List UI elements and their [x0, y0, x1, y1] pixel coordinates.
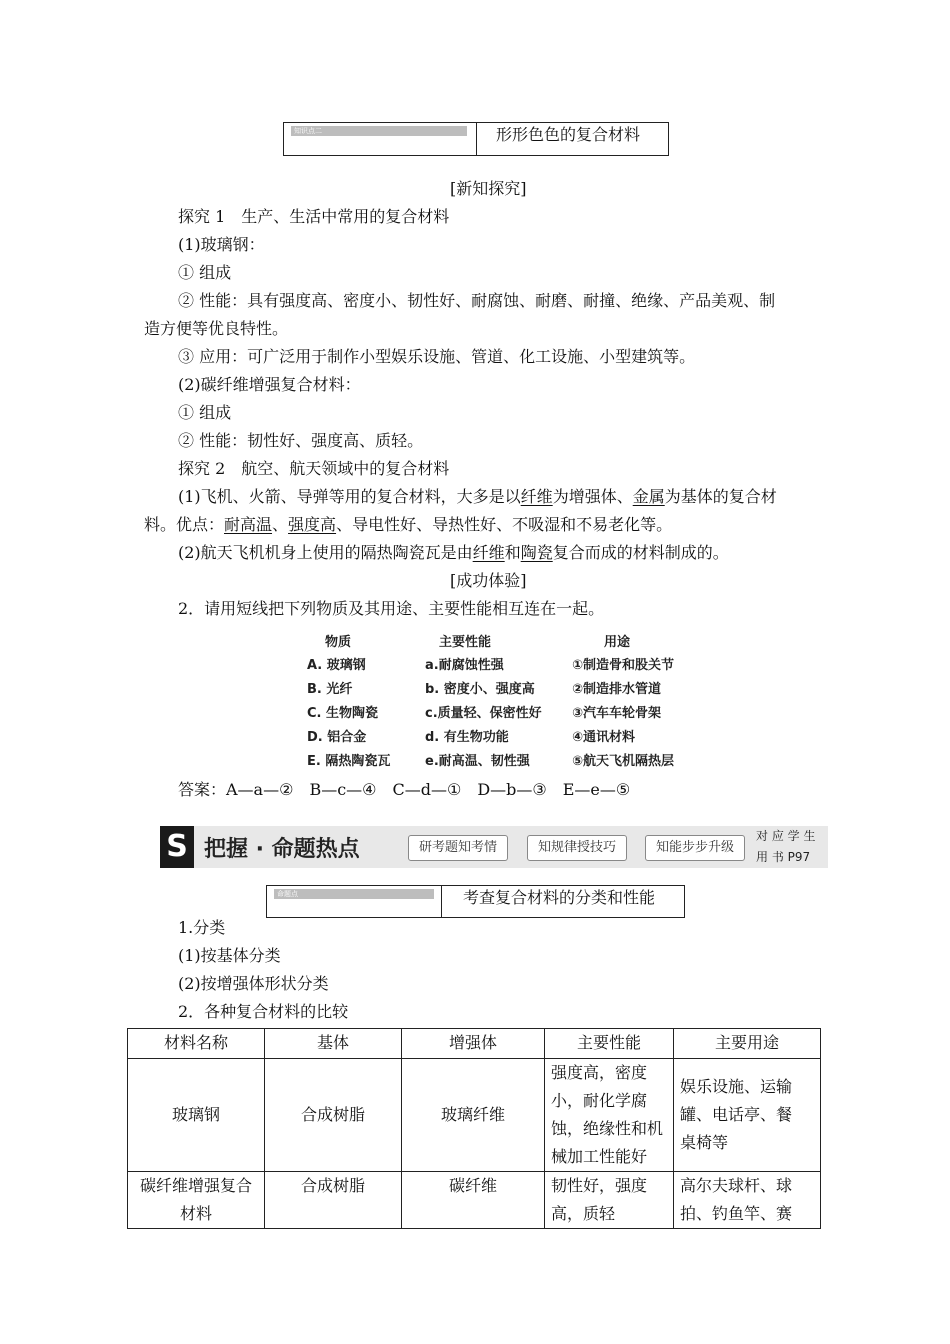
header-divider — [476, 123, 477, 155]
section2-tag — [274, 889, 434, 899]
text-line: ② 性能：具有强度高、密度小、韧性好、耐腐蚀、耐磨、耐撞、绝缘、产品美观、制 — [178, 291, 776, 310]
section-tag-label: 知识点二 — [294, 127, 322, 135]
cell-line: 械加工性能好 — [551, 1147, 648, 1166]
match-item: a.耐腐蚀性强 — [425, 658, 504, 673]
comparison-table — [127, 1028, 821, 1229]
table-header: 增强体 — [402, 1029, 545, 1059]
cell-line: 高，质轻 — [551, 1204, 616, 1223]
answer-underline: 纤维 — [472, 543, 505, 562]
match-item: ③汽车车轮骨架 — [572, 706, 662, 721]
table-header: 材料名称 — [128, 1029, 265, 1059]
hotspot-banner — [160, 826, 828, 868]
text-line: ② 性能：韧性好、强度高、质轻。 — [178, 431, 424, 450]
text-line-underlined: 料。优点：耐高温、强度高、导电性好、导热性好、不吸湿和不易老化等。 — [144, 515, 673, 534]
cell-line: 蚀，绝缘性和机 — [551, 1119, 664, 1138]
cell-line: 拍、钓鱼竿、赛 — [680, 1204, 793, 1223]
table-header: 主要用途 — [674, 1029, 821, 1059]
text-line: ③ 应用：可广泛用于制作小型娱乐设施、管道、化工设施、小型建筑等。 — [178, 347, 696, 366]
section-tag — [291, 126, 467, 136]
cell-line: 碳纤维增强复合 — [139, 1176, 252, 1195]
text-line: (2)按增强体形状分类 — [178, 974, 329, 993]
text-line: 1.分类 — [178, 918, 226, 937]
header-divider — [441, 886, 442, 917]
cell-line: 强度高，密度 — [551, 1063, 648, 1082]
s-logo-icon: S — [160, 826, 194, 868]
match-item: c.质量轻、保密性好 — [425, 706, 542, 721]
table-cell — [545, 1172, 674, 1229]
answer-underline: 纤维 — [520, 487, 553, 506]
match-item: ④通讯材料 — [572, 730, 636, 745]
text-line: (1)玻璃钢： — [178, 235, 265, 254]
match-item: A. 玻璃钢 — [307, 658, 366, 673]
cell-line: 材料 — [179, 1204, 212, 1223]
text-line-underlined: (2)航天飞机机身上使用的隔热陶瓷瓦是由纤维和陶瓷复合而成的材料制成的。 — [178, 543, 729, 562]
table-cell: 合成树脂 — [265, 1172, 402, 1229]
table-cell — [674, 1172, 821, 1229]
match-item: D. 铝合金 — [307, 730, 367, 745]
banner-title: 把握 · 命题热点 — [204, 837, 360, 862]
text-line: (1)按基体分类 — [178, 946, 281, 965]
match-item: d. 有生物功能 — [425, 730, 509, 745]
answer-underline: 陶瓷 — [520, 543, 553, 562]
answer-underline: 耐高温 — [224, 515, 273, 534]
table-cell: 碳纤维 — [402, 1172, 545, 1229]
cell-line: 高尔夫球杆、球 — [680, 1176, 793, 1195]
match-item: B. 光纤 — [307, 682, 353, 697]
table-row — [128, 1172, 821, 1229]
match-header: 用途 — [604, 635, 631, 650]
cell-line: 娱乐设施、运输 — [680, 1077, 793, 1096]
table-cell — [128, 1172, 265, 1229]
text-line-underlined: (1)飞机、火箭、导弹等用的复合材料，大多是以纤维为增强体、金属为基体的复合材 — [178, 487, 777, 506]
table-cell: 合成树脂 — [265, 1059, 402, 1172]
table-cell — [545, 1059, 674, 1172]
cell-line: 桌椅等 — [680, 1133, 729, 1152]
answer-underline: 强度高 — [288, 515, 337, 534]
cell-line: 小，耐化学腐 — [551, 1091, 648, 1110]
table-cell: 玻璃纤维 — [402, 1059, 545, 1172]
text-line: 2．各种复合材料的比较 — [178, 1002, 349, 1021]
cell-line: 罐、电话亭、餐 — [680, 1105, 793, 1124]
match-item: ⑤航天飞机隔热层 — [572, 754, 675, 769]
text-line: 造方便等优良特性。 — [144, 319, 289, 338]
text-line: ① 组成 — [178, 263, 232, 282]
match-header: 物质 — [325, 635, 352, 650]
subhead-success: [成功体验] — [450, 571, 527, 590]
text-line: 探究 1 生产、生活中常用的复合材料 — [178, 207, 450, 226]
text-line: ① 组成 — [178, 403, 232, 422]
table-header: 主要性能 — [545, 1029, 674, 1059]
cell-line: 韧性好，强度 — [551, 1176, 648, 1195]
question-text: 2．请用短线把下列物质及其用途、主要性能相互连在一起。 — [178, 599, 605, 618]
match-item: e.耐高温、韧性强 — [425, 754, 530, 769]
match-item: E. 隔热陶瓷瓦 — [307, 754, 391, 769]
match-item: C. 生物陶瓷 — [307, 706, 379, 721]
text-line: 探究 2 航空、航天领域中的复合材料 — [178, 459, 450, 478]
table-header-row — [128, 1029, 821, 1059]
match-item: b. 密度小、强度高 — [425, 682, 535, 697]
table-cell — [674, 1059, 821, 1172]
answer-underline: 金属 — [632, 487, 665, 506]
banner-button-rules[interactable]: 知规律授技巧 — [527, 835, 627, 861]
match-header: 主要性能 — [439, 635, 492, 650]
text-line: (2)碳纤维增强复合材料： — [178, 375, 361, 394]
match-item: ②制造排水管道 — [572, 682, 662, 697]
banner-ref-line: 用 书 P97 — [756, 850, 811, 864]
banner-button-exam[interactable]: 研考题知考情 — [408, 835, 508, 861]
banner-button-upgrade[interactable]: 知能步步升级 — [645, 835, 745, 861]
section-title: 形形色色的复合材料 — [496, 125, 641, 144]
table-cell: 玻璃钢 — [128, 1059, 265, 1172]
match-item: ①制造骨和股关节 — [572, 658, 675, 673]
answer-text: 答案：A—a—② B—c—④ C—d—① D—b—③ E—e—⑤ — [178, 780, 631, 799]
table-header: 基体 — [265, 1029, 402, 1059]
subhead-new-knowledge: [新知探究] — [450, 179, 527, 198]
section2-title: 考查复合材料的分类和性能 — [463, 888, 656, 907]
banner-ref-line: 对 应 学 生 — [756, 829, 816, 843]
banner-reference — [756, 826, 828, 868]
section2-tag-label: 命题点 — [277, 890, 298, 898]
section-header-box — [283, 122, 669, 156]
table-row — [128, 1059, 821, 1172]
